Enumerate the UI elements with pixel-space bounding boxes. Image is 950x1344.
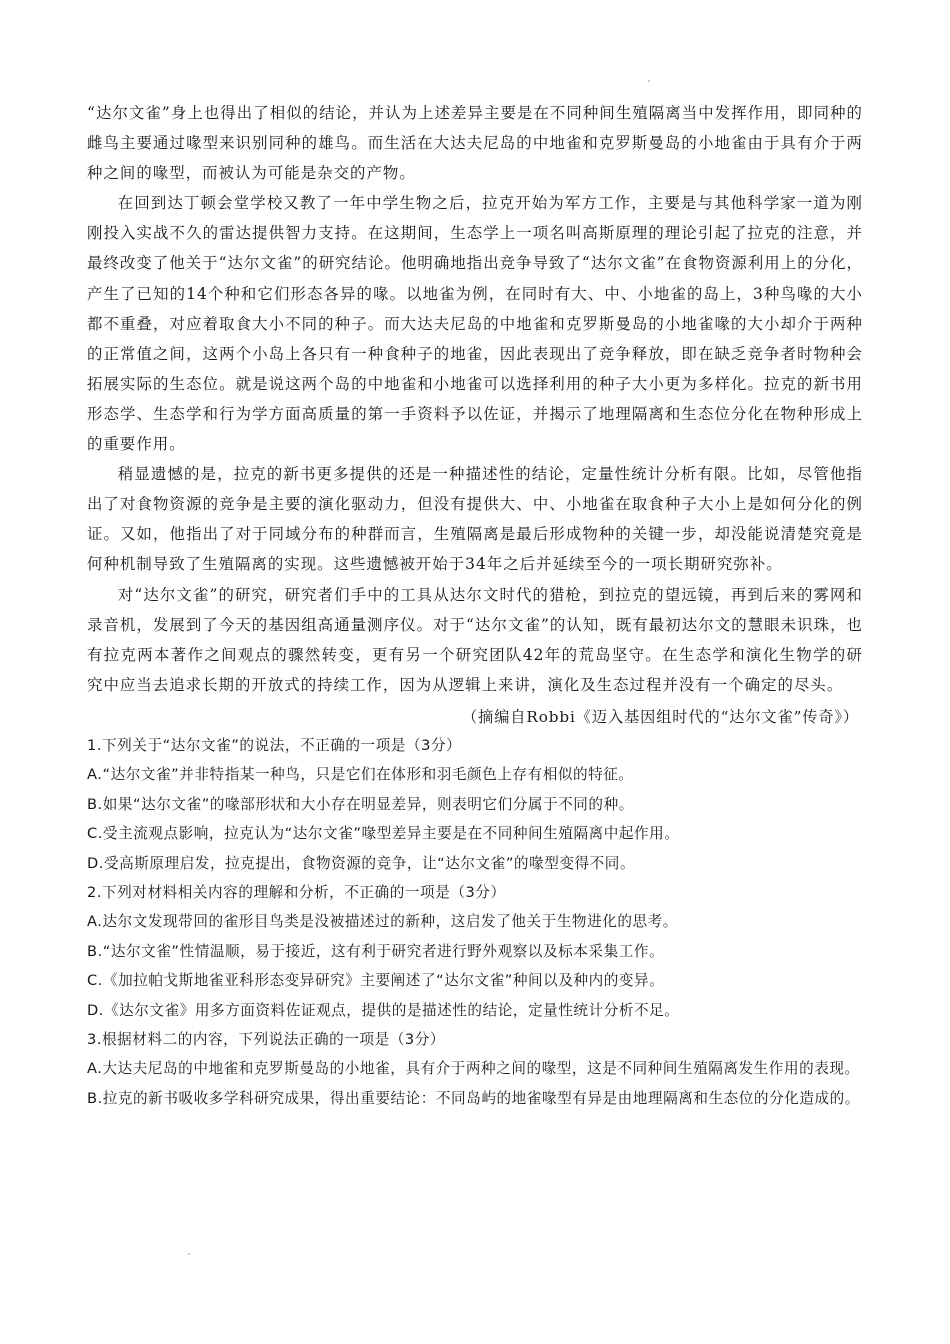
passage-paragraph: “达尔文雀”身上也得出了相似的结论，并认为上述差异主要是在不同种间生殖隔离当中发挥作用，即同种的雌鸟主要通过喙型来识别同种的雄鸟。而生活在大达夫尼岛的中地雀和克罗斯曼岛的小地雀由于具有介于两种之间的喙型，而被认为可能是杂交的产物。: [87, 104, 863, 183]
question-list: [87, 731, 863, 1113]
reading-passage: [87, 98, 863, 731]
source-citation: （摘编自Robbi《迈入基因组时代的“达尔文雀”传奇》）: [462, 707, 859, 726]
question-2: [87, 878, 863, 1025]
answer-option: D.受高斯原理启发，拉克提出，食物资源的竞争，让“达尔文雀”的喙型变得不同。: [87, 854, 636, 872]
answer-option: C.《加拉帕戈斯地雀亚科形态变异研究》主要阐述了“达尔文雀”种间以及种内的变异。: [87, 972, 665, 990]
question-stem: 3.根据材料二的内容，下列说法正确的一项是（3分）: [87, 1030, 446, 1048]
answer-option: A.“达尔文雀”并非特指某一种鸟，只是它们在体形和羽毛颜色上存有相似的特征。: [87, 766, 634, 784]
answer-option: C.受主流观点影响，拉克认为“达尔文雀”喙型差异主要是在不同种间生殖隔离中起作用。: [87, 825, 680, 843]
answer-option: B.“达尔文雀”性情温顺，易于接近，这有利于研究者进行野外观察以及标本采集工作。: [87, 942, 665, 960]
question-1: [87, 731, 863, 878]
scan-speck-top: [648, 80, 650, 82]
answer-option: A.达尔文发现带回的雀形目鸟类是没被描述过的新种，这启发了他关于生物进化的思考。: [87, 913, 678, 931]
answer-option: B.拉克的新书吸收多学科研究成果，得出重要结论：不同岛屿的地雀喙型有异是由地理隔离和生态位的分化造成的。: [87, 1089, 860, 1107]
question-stem: 1.下列关于“达尔文雀”的说法，不正确的一项是（3分）: [87, 736, 462, 754]
passage-paragraph: 在回到达丁顿会堂学校又教了一年中学生物之后，拉克开始为军方工作，主要是与其他科学家一道为刚刚投入实战不久的雷达提供智力支持。在这期间，生态学上一项名叫高斯原理的理论引起了拉克的注意，并最终改变了他关于“达尔文雀”的研究结论。他明确地指出竞争导致了“达尔文雀”在食物资源利用上的分化，产生了已知的14个种和它们形态各异的喙。以地雀为例，在同时有大、中、小地雀的岛上，3种鸟喙的大小都不重叠，对应着取食大小不同的种子。而大达夫尼岛的中地雀和克罗斯曼岛的小地雀喙的大小却介于两种的正常值之间，这两个小岛上各只有一种食种子的地雀，因此表现出了竞争释放，即在缺乏竞争者时物种会拓展实际的生态位。就是说这两个岛的中地雀和小地雀可以选择利用的种子大小更为多样化。拉克的新书用形态学、生态学和行为学方面高质量的第一手资料予以佐证，并揭示了地理隔离和生态位分化在物种形成上的重要作用。: [87, 194, 863, 454]
scan-speck-bottom: [188, 1253, 190, 1255]
answer-option: D.《达尔文雀》用多方面资料佐证观点，提供的是描述性的结论，定量性统计分析不足。: [87, 1001, 680, 1019]
answer-option: B.如果“达尔文雀”的喙部形状和大小存在明显差异，则表明它们分属于不同的种。: [87, 795, 634, 813]
exam-page: [87, 98, 863, 1113]
question-stem: 2.下列对材料相关内容的理解和分析，不正确的一项是（3分）: [87, 883, 506, 901]
passage-paragraph: 对“达尔文雀”的研究，研究者们手中的工具从达尔文时代的猎枪，到拉克的望远镜，再到后来的雾网和录音机，发展到了今天的基因组高通量测序仪。对于“达尔文雀”的认知，既有最初达尔文的慧眼未识珠，也有拉克两本著作之间观点的骤然转变，更有另一个研究团队42年的荒岛坚守。在生态学和演化生物学的研究中应当去追求长期的开放式的持续工作，因为从逻辑上来讲，演化及生态过程并没有一个确定的尽头。: [87, 585, 863, 694]
question-3: [87, 1025, 863, 1113]
answer-option: A.大达夫尼岛的中地雀和克罗斯曼岛的小地雀，具有介于两种之间的喙型，这是不同种间生殖隔离发生作用的表现。: [87, 1060, 860, 1078]
passage-paragraph: 稍显遗憾的是，拉克的新书更多提供的还是一种描述性的结论，定量性统计分析有限。比如，尽管他指出了对食物资源的竞争是主要的演化驱动力，但没有提供大、中、小地雀在取食种子大小上是如何分化的例证。又如，他指出了对于同域分布的种群而言，生殖隔离是最后形成物种的关键一步，却没能说清楚究竟是何种机制导致了生殖隔离的实现。这些遗憾被开始于34年之后并延续至今的一项长期研究弥补。: [87, 465, 863, 574]
